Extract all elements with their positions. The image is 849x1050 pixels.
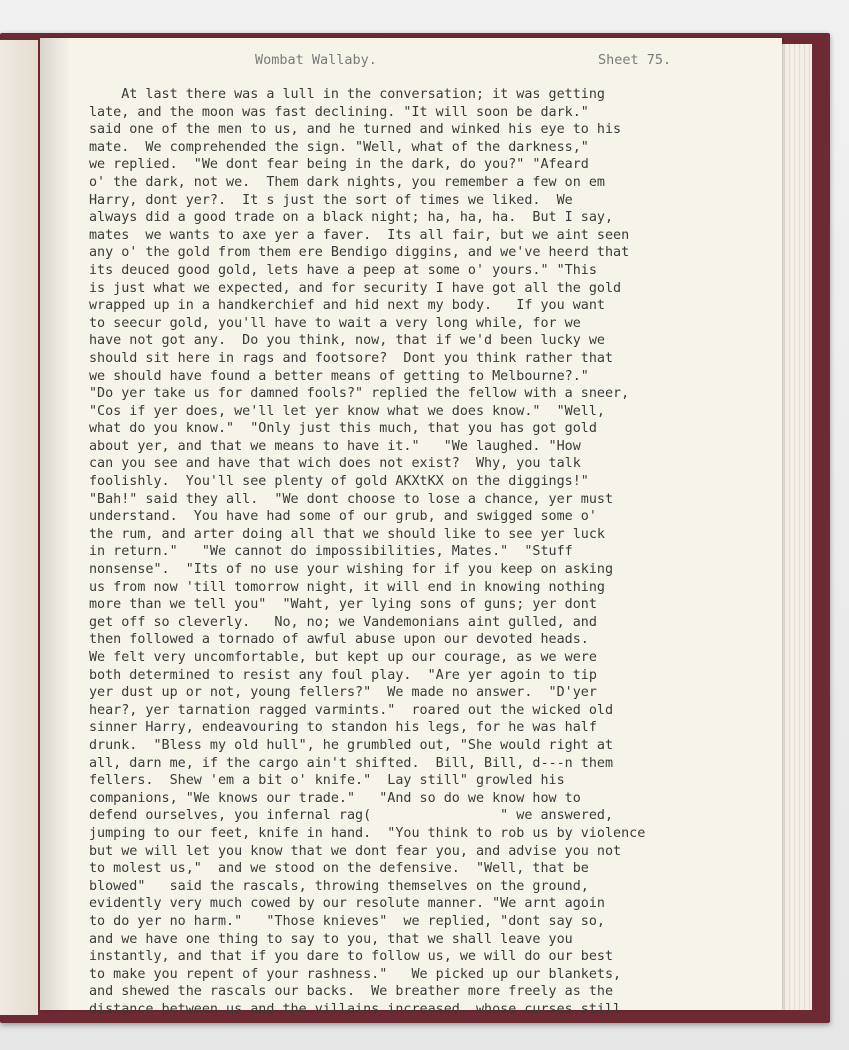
text-line: late, and the moon was fast declining. "It will soon be dark."	[89, 104, 589, 120]
text-line: both determined to resist any foul play. "Are yer agoin to tip	[89, 667, 597, 683]
text-line: Harry, dont yer?. It s just the sort of times we liked. We	[89, 192, 573, 208]
text-line: "Cos if yer does, we'll let yer know what we does know." "Well,	[89, 403, 605, 419]
page-gutter-shadow	[40, 38, 70, 1010]
text-line: in return." "We cannot do impossibilities, Mates." "Stuff	[89, 544, 573, 560]
text-line: sinner Harry, endeavouring to standon his legs, for he was half	[89, 720, 597, 736]
text-line: to do yer no harm." "Those knieves" we replied, "dont say so,	[89, 913, 605, 929]
text-line: is just what we expected, and for security I have got all the gold	[89, 280, 622, 296]
text-line: understand. You have had some of our grub, and swigged some o'	[89, 509, 597, 525]
text-line: foolishly. You'll see plenty of gold AKXtKX on the diggings!"	[89, 474, 589, 490]
left-page-edge	[0, 40, 38, 1015]
text-line: jumping to our feet, knife in hand. "You think to rob us by violence	[89, 825, 646, 841]
text-line: defend ourselves, you infernal rag( " we answered,	[89, 808, 614, 824]
text-line: "Do yer take us for damned fools?" replied the fellow with a sneer,	[89, 386, 630, 402]
text-line: get off so cleverly. No, no; we Vandemonians aint gulled, and	[89, 614, 597, 630]
text-line: to molest us," and we stood on the defensive. "Well, that be	[89, 861, 589, 877]
text-line: to seecur gold, you'll have to wait a very long while, for we	[89, 315, 581, 331]
typed-body-text	[89, 86, 779, 1018]
text-line: have not got any. Do you think, now, that if we'd been lucky we	[89, 333, 605, 349]
text-line: blowed" said the rascals, throwing themselves on the ground,	[89, 878, 589, 894]
text-line: to make you repent of your rashness." We picked up our blankets,	[89, 966, 622, 982]
text-line: we replied. "We dont fear being in the dark, do you?" "Afeard	[89, 157, 589, 173]
text-line: said one of the men to us, and he turned and winked his eye to his	[89, 122, 622, 138]
text-line: o' the dark, not we. Them dark nights, you remember a few on em	[89, 174, 605, 190]
text-line: fellers. Shew 'em a bit o' knife." Lay still" growled his	[89, 773, 565, 789]
text-line: At last there was a lull in the conversation; it was getting	[89, 87, 605, 102]
text-line: yer dust up or not, young fellers?" We made no answer. "D'yer	[89, 685, 597, 701]
text-line: and shewed the rascals our backs. We breather more freely as the	[89, 984, 614, 1000]
text-line: instantly, and that if you dare to follow us, we will do our best	[89, 949, 614, 965]
text-line: its deuced good gold, lets have a peep at some o' yours." "This	[89, 262, 597, 278]
text-line: more than we tell you" "Waht, yer lying sons of guns; yer dont	[89, 597, 597, 613]
text-line: and we have one thing to say to you, that we shall leave you	[89, 931, 573, 947]
text-line: evidently very much cowed by our resolute manner. "We arnt agoin	[89, 896, 605, 912]
text-line: then followed a tornado of awful abuse upon our devoted heads.	[89, 632, 589, 648]
text-line: about yer, and that we means to have it." "We laughed. "How	[89, 438, 581, 454]
text-line: hear?, yer tarnation ragged varmints." roared out the wicked old	[89, 702, 614, 718]
text-line: the rum, and arter doing all that we should like to see yer luck	[89, 526, 605, 542]
text-line: but we will let you know that we dont fear you, and advise you not	[89, 843, 622, 859]
text-line: we should have found a better means of getting to Melbourne?."	[89, 368, 589, 384]
text-line: always did a good trade on a black night; ha, ha, ha. But I say,	[89, 210, 614, 226]
text-line: "Bah!" said they all. "We dont choose to lose a chance, yer must	[89, 491, 614, 507]
text-line: companions, "We knows our trade." "And so do we know how to	[89, 790, 581, 806]
text-line: mate. We comprehended the sign. "Well, what of the darkness,"	[89, 139, 589, 155]
text-line: nonsense". "Its of no use your wishing for if you keep on asking	[89, 562, 614, 578]
page-header-title: Wombat Wallaby.	[255, 52, 377, 68]
text-line: us from now 'till tomorrow night, it will end in knowing nothing	[89, 579, 605, 595]
sheet-number: Sheet 75.	[598, 52, 672, 68]
text-line: can you see and have that wich does not exist? Why, you talk	[89, 456, 581, 472]
text-line: drunk. "Bless my old hull", he grumbled out, "She would right at	[89, 737, 614, 753]
text-line: what do you know." "Only just this much, that you has got gold	[89, 421, 597, 437]
text-line: distance between us and the villains increased, whose curses still	[89, 1001, 622, 1017]
text-line: all, darn me, if the cargo ain't shifted. Bill, Bill, d---n them	[89, 755, 614, 771]
text-line: wrapped up in a handkerchief and hid next my body. If you want	[89, 298, 605, 314]
text-line: should sit here in rags and footsore? Dont you think rather that	[89, 350, 614, 366]
text-line: We felt very uncomfortable, but kept up our courage, as we were	[89, 650, 597, 665]
text-line: mates we wants to axe yer a faver. Its all fair, but we aint seen	[89, 227, 630, 243]
text-line: any o' the gold from them ere Bendigo diggins, and we've heerd that	[89, 245, 630, 261]
